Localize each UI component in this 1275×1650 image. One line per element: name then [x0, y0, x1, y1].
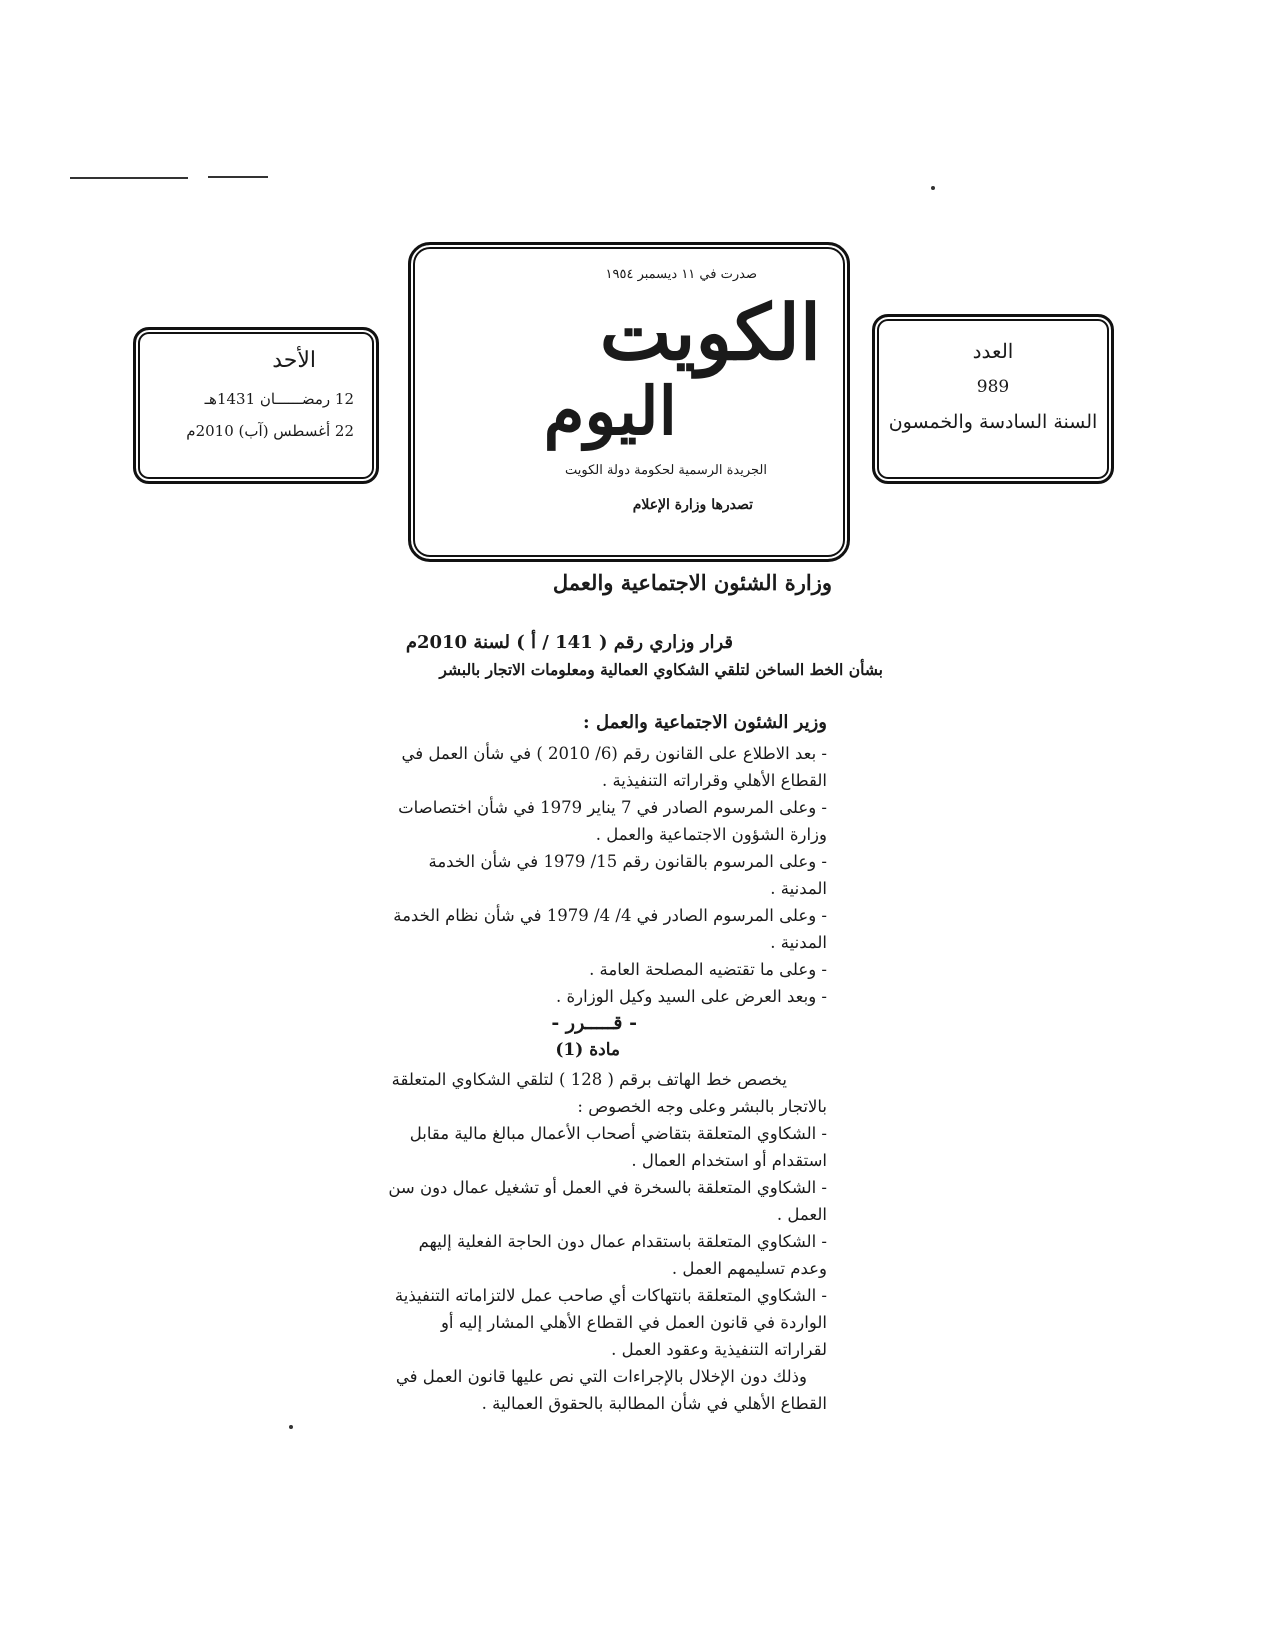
newspaper-subtitle: الجريدة الرسمية لحكومة دولة الكويت — [565, 463, 767, 478]
decree-title: قرار وزاري رقم ( 141 / أ ) لسنة 2010م — [405, 632, 733, 653]
preamble-item: - وبعد العرض على السيد وكيل الوزارة . — [556, 987, 827, 1006]
preamble-item: - وعلى المرسوم الصادر في 4/ 4/ 1979 في شأن نظام الخدمة المدنية . — [393, 906, 827, 952]
preamble-item: - وعلى المرسوم بالقانون رقم 15/ 1979 في شأن الخدمة المدنية . — [428, 852, 827, 898]
preamble-item: - بعد الاطلاع على القانون رقم (6/ 2010 ) في شأن العمل في القطاع الأهلي وقراراته التنفيذية . — [401, 744, 827, 790]
hijri-date: 12 رمضــــــان 1431هـ — [204, 390, 354, 408]
gregorian-date: 22 أغسطس (آب) 2010م — [186, 422, 354, 440]
issue-number: 989 — [976, 377, 1010, 397]
article-1-item: - الشكاوي المتعلقة بتقاضي أصحاب الأعمال مبالغ مالية مقابل استقدام أو استخدام العمال . — [409, 1124, 827, 1170]
newspaper-title-line2: اليوم — [543, 372, 677, 450]
ministry-heading: وزارة الشئون الاجتماعية والعمل — [552, 570, 832, 595]
scan-artifact-line — [70, 177, 188, 179]
issue-date-box — [133, 327, 379, 484]
issued-date: صدرت في ١١ ديسمبر ١٩٥٤ — [605, 267, 757, 282]
decided-heading: - قـــــرر - — [551, 1012, 637, 1034]
scan-artifact-dot — [289, 1425, 293, 1429]
article-1-item: - الشكاوي المتعلقة باستقدام عمال دون الحاجة الفعلية إليهم وعدم تسليمهم العمل . — [418, 1232, 827, 1278]
preamble-item: - وعلى ما تقتضيه المصلحة العامة . — [589, 960, 827, 979]
issue-number-box — [872, 314, 1114, 484]
masthead — [408, 242, 850, 562]
weekday: الأحد — [272, 348, 316, 373]
article-1-body — [387, 1066, 827, 1417]
newspaper-title-line1: الكويت — [599, 288, 821, 377]
decree-subject: بشأن الخط الساخن لتلقي الشكاوي العمالية ومعلومات الاتجار بالبشر — [439, 660, 883, 679]
article-1-closing: وذلك دون الإخلال بالإجراءات التي نص عليها قانون العمل في القطاع الأهلي في شأن المطالبة بالحقوق العمالية . — [395, 1367, 827, 1413]
article-1-heading: مادة (1) — [555, 1040, 620, 1060]
article-1-item: - الشكاوي المتعلقة بانتهاكات أي صاحب عمل لالتزاماته التنفيذية الواردة في قانون العمل في القطاع الأهلي المشار إليه أو لقراراته التنفيذية وعقود العمل . — [394, 1286, 827, 1359]
preamble — [387, 740, 827, 1010]
scan-artifact-dot — [931, 186, 935, 190]
issue-year: السنة السادسة والخمسون — [888, 411, 1098, 433]
issue-label: العدد — [972, 339, 1014, 363]
article-1-item: - الشكاوي المتعلقة بالسخرة في العمل أو تشغيل عمال دون سن العمل . — [388, 1178, 827, 1224]
publisher: تصدرها وزارة الإعلام — [632, 497, 753, 513]
preamble-item: - وعلى المرسوم الصادر في 7 يناير 1979 في شأن اختصاصات وزارة الشؤون الاجتماعية والعمل . — [398, 798, 827, 844]
article-1-intro: يخصص خط الهاتف برقم ( 128 ) لتلقي الشكاوي المتعلقة بالاتجار بالبشر وعلى وجه الخصوص : — [391, 1070, 827, 1116]
minister-heading: وزير الشئون الاجتماعية والعمل : — [583, 712, 827, 733]
scan-artifact-line — [208, 176, 268, 178]
